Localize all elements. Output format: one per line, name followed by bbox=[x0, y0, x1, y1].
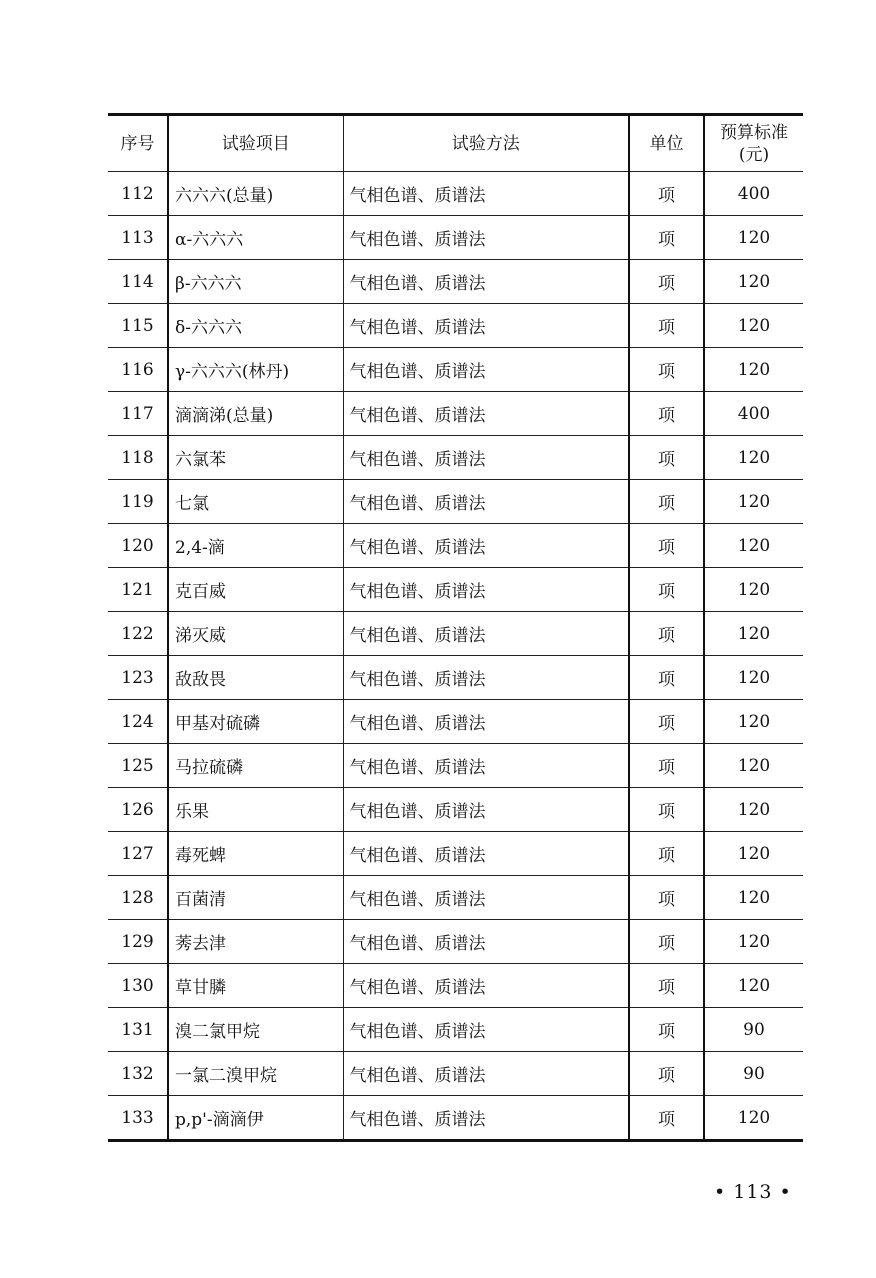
test-method-cell: 气相色谱、质谱法 bbox=[343, 700, 629, 744]
test-price-table bbox=[108, 113, 803, 1142]
header-price-line2: (元) bbox=[738, 144, 770, 165]
header-method: 试验方法 bbox=[343, 115, 629, 172]
unit-cell: 项 bbox=[629, 348, 704, 392]
budget-price-cell: 120 bbox=[704, 260, 803, 304]
test-method-cell: 气相色谱、质谱法 bbox=[343, 832, 629, 876]
row-number-cell: 119 bbox=[108, 480, 168, 524]
row-number-cell: 126 bbox=[108, 788, 168, 832]
table-row bbox=[108, 480, 803, 524]
table-row bbox=[108, 392, 803, 436]
test-item-cell: p,p'-滴滴伊 bbox=[168, 1096, 343, 1141]
test-method-cell: 气相色谱、质谱法 bbox=[343, 876, 629, 920]
budget-price-cell: 120 bbox=[704, 920, 803, 964]
row-number-cell: 131 bbox=[108, 1008, 168, 1052]
unit-cell: 项 bbox=[629, 216, 704, 260]
table-row bbox=[108, 788, 803, 832]
test-item-cell: δ-六六六 bbox=[168, 304, 343, 348]
unit-cell: 项 bbox=[629, 964, 704, 1008]
row-number-cell: 118 bbox=[108, 436, 168, 480]
table-row bbox=[108, 920, 803, 964]
test-item-cell: 敌敌畏 bbox=[168, 656, 343, 700]
table-row bbox=[108, 348, 803, 392]
table-body bbox=[108, 172, 803, 1141]
unit-cell: 项 bbox=[629, 744, 704, 788]
row-number-cell: 124 bbox=[108, 700, 168, 744]
test-method-cell: 气相色谱、质谱法 bbox=[343, 568, 629, 612]
test-item-cell: 六氯苯 bbox=[168, 436, 343, 480]
table-row bbox=[108, 1052, 803, 1096]
table-row bbox=[108, 832, 803, 876]
table-row bbox=[108, 524, 803, 568]
budget-price-cell: 120 bbox=[704, 656, 803, 700]
unit-cell: 项 bbox=[629, 788, 704, 832]
unit-cell: 项 bbox=[629, 832, 704, 876]
test-item-cell: 百菌清 bbox=[168, 876, 343, 920]
unit-cell: 项 bbox=[629, 700, 704, 744]
unit-cell: 项 bbox=[629, 524, 704, 568]
row-number-cell: 132 bbox=[108, 1052, 168, 1096]
test-method-cell: 气相色谱、质谱法 bbox=[343, 480, 629, 524]
budget-price-cell: 400 bbox=[704, 392, 803, 436]
header-row bbox=[108, 115, 803, 172]
test-item-cell: 甲基对硫磷 bbox=[168, 700, 343, 744]
row-number-cell: 122 bbox=[108, 612, 168, 656]
unit-cell: 项 bbox=[629, 568, 704, 612]
budget-price-cell: 120 bbox=[704, 304, 803, 348]
row-number-cell: 114 bbox=[108, 260, 168, 304]
unit-cell: 项 bbox=[629, 172, 704, 216]
test-method-cell: 气相色谱、质谱法 bbox=[343, 392, 629, 436]
table-row bbox=[108, 964, 803, 1008]
test-item-cell: 一氯二溴甲烷 bbox=[168, 1052, 343, 1096]
header-price-line1: 预算标准 bbox=[720, 122, 788, 143]
test-item-cell: 毒死蜱 bbox=[168, 832, 343, 876]
test-method-cell: 气相色谱、质谱法 bbox=[343, 348, 629, 392]
table-row bbox=[108, 656, 803, 700]
budget-price-cell: 120 bbox=[704, 612, 803, 656]
row-number-cell: 123 bbox=[108, 656, 168, 700]
test-method-cell: 气相色谱、质谱法 bbox=[343, 216, 629, 260]
table-header bbox=[108, 115, 803, 172]
header-no: 序号 bbox=[108, 115, 168, 172]
budget-price-cell: 90 bbox=[704, 1008, 803, 1052]
test-item-cell: 七氯 bbox=[168, 480, 343, 524]
table-row bbox=[108, 172, 803, 216]
budget-price-cell: 120 bbox=[704, 788, 803, 832]
table-row bbox=[108, 304, 803, 348]
budget-price-cell: 90 bbox=[704, 1052, 803, 1096]
table-row bbox=[108, 260, 803, 304]
row-number-cell: 133 bbox=[108, 1096, 168, 1141]
test-method-cell: 气相色谱、质谱法 bbox=[343, 436, 629, 480]
table-row bbox=[108, 744, 803, 788]
header-price bbox=[704, 115, 803, 172]
budget-price-cell: 120 bbox=[704, 480, 803, 524]
test-method-cell: 气相色谱、质谱法 bbox=[343, 524, 629, 568]
test-method-cell: 气相色谱、质谱法 bbox=[343, 964, 629, 1008]
unit-cell: 项 bbox=[629, 1096, 704, 1141]
test-method-cell: 气相色谱、质谱法 bbox=[343, 1008, 629, 1052]
unit-cell: 项 bbox=[629, 304, 704, 348]
test-item-cell: 乐果 bbox=[168, 788, 343, 832]
budget-price-cell: 120 bbox=[704, 524, 803, 568]
test-item-cell: 涕灭威 bbox=[168, 612, 343, 656]
budget-price-cell: 400 bbox=[704, 172, 803, 216]
test-item-cell: 六六六(总量) bbox=[168, 172, 343, 216]
unit-cell: 项 bbox=[629, 876, 704, 920]
test-method-cell: 气相色谱、质谱法 bbox=[343, 744, 629, 788]
header-unit: 单位 bbox=[629, 115, 704, 172]
budget-price-cell: 120 bbox=[704, 568, 803, 612]
test-method-cell: 气相色谱、质谱法 bbox=[343, 920, 629, 964]
row-number-cell: 128 bbox=[108, 876, 168, 920]
table-row bbox=[108, 216, 803, 260]
budget-price-cell: 120 bbox=[704, 700, 803, 744]
unit-cell: 项 bbox=[629, 392, 704, 436]
budget-price-cell: 120 bbox=[704, 348, 803, 392]
test-item-cell: α-六六六 bbox=[168, 216, 343, 260]
row-number-cell: 115 bbox=[108, 304, 168, 348]
test-method-cell: 气相色谱、质谱法 bbox=[343, 656, 629, 700]
header-item: 试验项目 bbox=[168, 115, 343, 172]
budget-price-cell: 120 bbox=[704, 832, 803, 876]
unit-cell: 项 bbox=[629, 260, 704, 304]
unit-cell: 项 bbox=[629, 436, 704, 480]
test-item-cell: 2,4-滴 bbox=[168, 524, 343, 568]
table-row bbox=[108, 612, 803, 656]
budget-price-cell: 120 bbox=[704, 216, 803, 260]
row-number-cell: 117 bbox=[108, 392, 168, 436]
table-row bbox=[108, 1008, 803, 1052]
test-item-cell: β-六六六 bbox=[168, 260, 343, 304]
budget-price-cell: 120 bbox=[704, 964, 803, 1008]
test-item-cell: 马拉硫磷 bbox=[168, 744, 343, 788]
row-number-cell: 116 bbox=[108, 348, 168, 392]
test-method-cell: 气相色谱、质谱法 bbox=[343, 172, 629, 216]
test-method-cell: 气相色谱、质谱法 bbox=[343, 612, 629, 656]
unit-cell: 项 bbox=[629, 1052, 704, 1096]
row-number-cell: 121 bbox=[108, 568, 168, 612]
row-number-cell: 127 bbox=[108, 832, 168, 876]
table-row bbox=[108, 1096, 803, 1141]
test-item-cell: γ-六六六(林丹) bbox=[168, 348, 343, 392]
unit-cell: 项 bbox=[629, 1008, 704, 1052]
test-method-cell: 气相色谱、质谱法 bbox=[343, 304, 629, 348]
row-number-cell: 130 bbox=[108, 964, 168, 1008]
test-method-cell: 气相色谱、质谱法 bbox=[343, 260, 629, 304]
test-method-cell: 气相色谱、质谱法 bbox=[343, 1096, 629, 1141]
unit-cell: 项 bbox=[629, 612, 704, 656]
row-number-cell: 120 bbox=[108, 524, 168, 568]
budget-price-cell: 120 bbox=[704, 744, 803, 788]
test-item-cell: 莠去津 bbox=[168, 920, 343, 964]
row-number-cell: 129 bbox=[108, 920, 168, 964]
row-number-cell: 125 bbox=[108, 744, 168, 788]
unit-cell: 项 bbox=[629, 920, 704, 964]
budget-price-cell: 120 bbox=[704, 436, 803, 480]
unit-cell: 项 bbox=[629, 656, 704, 700]
test-method-cell: 气相色谱、质谱法 bbox=[343, 788, 629, 832]
table-row bbox=[108, 436, 803, 480]
row-number-cell: 113 bbox=[108, 216, 168, 260]
test-method-cell: 气相色谱、质谱法 bbox=[343, 1052, 629, 1096]
test-item-cell: 溴二氯甲烷 bbox=[168, 1008, 343, 1052]
table-row bbox=[108, 700, 803, 744]
test-item-cell: 滴滴涕(总量) bbox=[168, 392, 343, 436]
unit-cell: 项 bbox=[629, 480, 704, 524]
test-item-cell: 草甘膦 bbox=[168, 964, 343, 1008]
budget-price-cell: 120 bbox=[704, 876, 803, 920]
page-number: • 113 • bbox=[714, 1181, 792, 1203]
budget-price-cell: 120 bbox=[704, 1096, 803, 1141]
test-item-cell: 克百威 bbox=[168, 568, 343, 612]
row-number-cell: 112 bbox=[108, 172, 168, 216]
table-row bbox=[108, 876, 803, 920]
table-row bbox=[108, 568, 803, 612]
